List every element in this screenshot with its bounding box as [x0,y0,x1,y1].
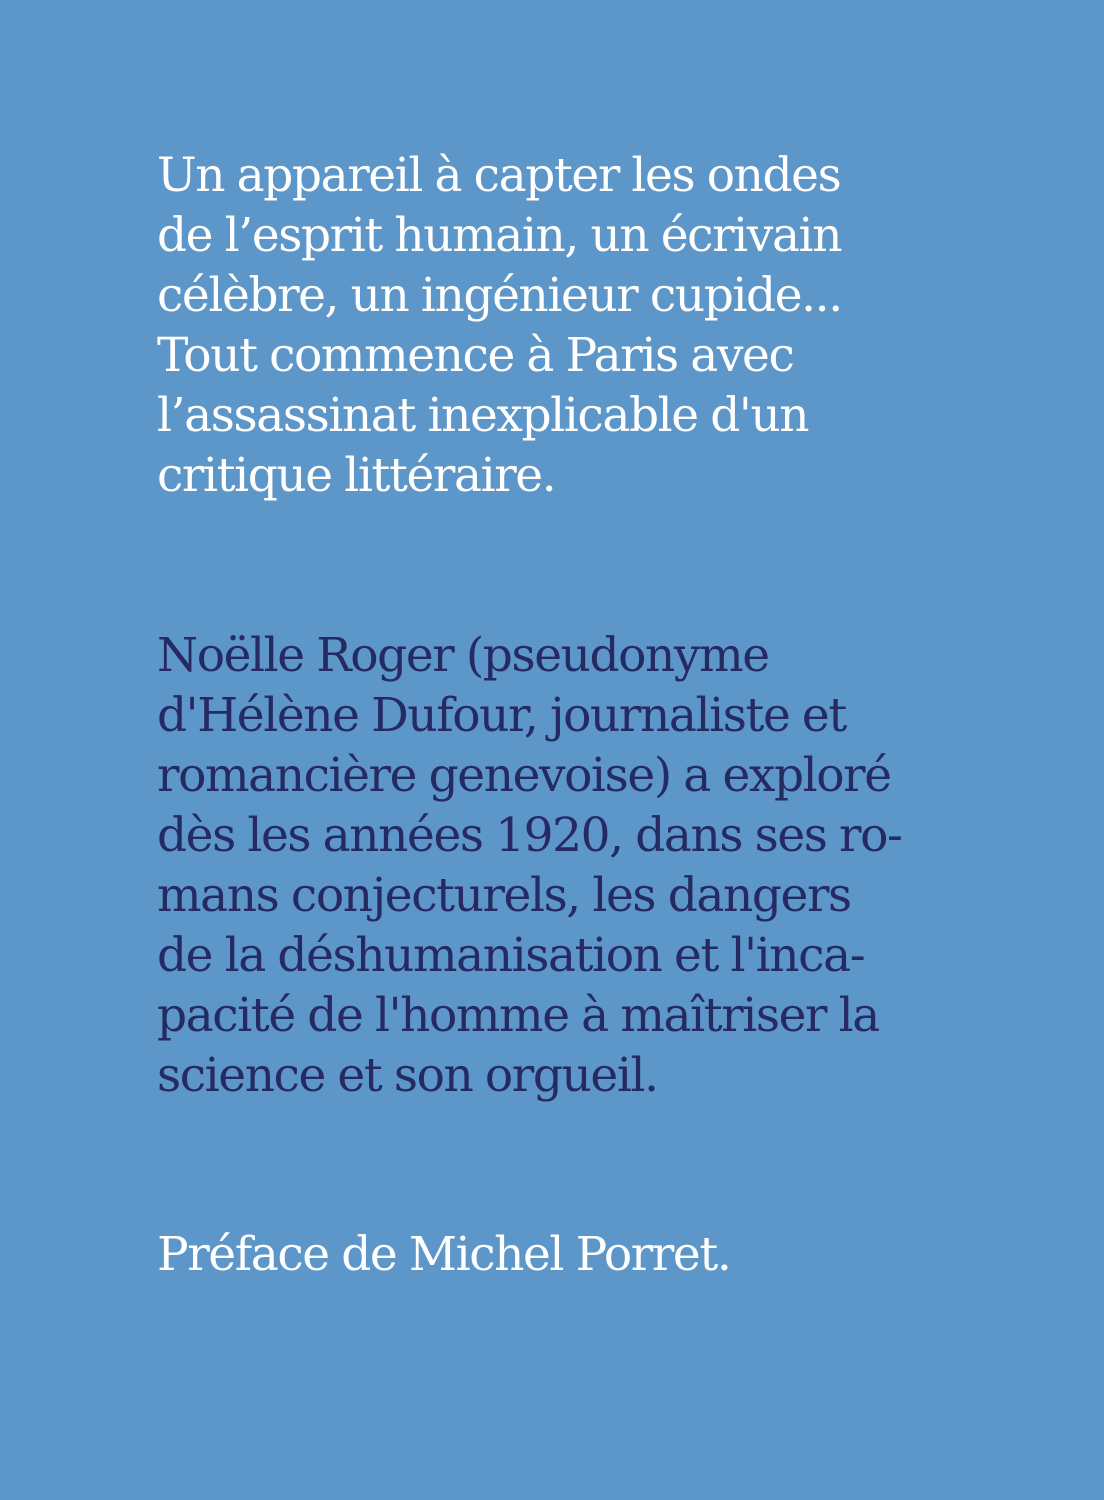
blurb-line: critique littéraire. [157,448,556,503]
bio-line: pacité de l'homme à maîtriser la [157,988,879,1043]
blurb-line: de l’esprit humain, un écrivain [157,208,842,263]
bio-line: de la déshumanisation et l'inca- [157,928,865,983]
bio-line: d'Hélène Dufour, journaliste et [157,688,846,743]
bio-line: mans conjecturels, les dangers [157,868,851,923]
blurb-paragraph [157,146,957,506]
author-bio-paragraph [157,626,957,1106]
bio-line: dès les années 1920, dans ses ro- [157,808,902,863]
blurb-line: Un appareil à capter les ondes [157,148,841,203]
bio-line: Noëlle Roger (pseudonyme [157,628,769,683]
preface-credit [157,1225,957,1285]
blurb-line: célèbre, un ingénieur cupide... [157,268,842,323]
blurb-line: Tout commence à Paris avec [157,328,794,383]
preface-line: Préface de Michel Porret. [157,1227,731,1282]
bio-line: science et son orgueil. [157,1048,658,1103]
bio-line: romancière genevoise) a exploré [157,748,891,803]
blurb-line: l’assassinat inexplicable d'un [157,388,809,443]
